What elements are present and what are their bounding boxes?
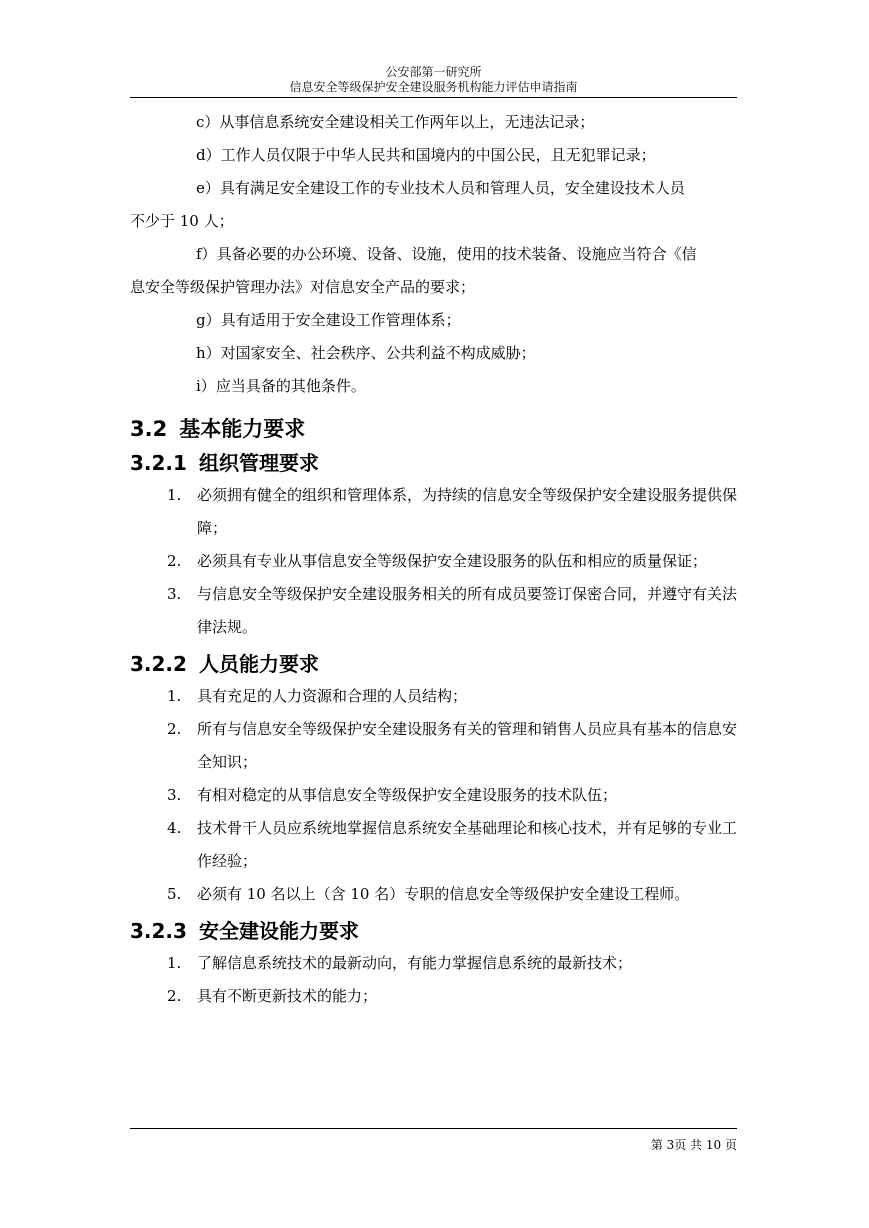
list-item: 1. 了解信息系统技术的最新动向，有能力掌握信息系统的最新技术； bbox=[167, 954, 633, 972]
list-item: 2. 必须具有专业从事信息安全等级保护安全建设服务的队伍和相应的质量保证； bbox=[167, 552, 708, 570]
page-body bbox=[130, 106, 737, 1013]
header-rule bbox=[130, 97, 737, 98]
condition-item: f）具备必要的办公环境、设备、设施，使用的技术装备、设施应当符合《信 bbox=[196, 245, 697, 263]
condition-item: g）具有适用于安全建设工作管理体系； bbox=[196, 311, 461, 329]
condition-item: e）具有满足安全建设工作的专业技术人员和管理人员，安全建设技术人员 bbox=[196, 179, 685, 197]
org-management-list bbox=[130, 479, 737, 644]
section-heading-3-2: 3.2 基本能力要求 bbox=[130, 417, 306, 441]
list-item: 3. 有相对稳定的从事信息安全等级保护安全建设服务的技术队伍； bbox=[167, 786, 618, 804]
page-number: 第 3页 共 10 页 bbox=[650, 1138, 737, 1152]
condition-item-continuation: 息安全等级保护管理办法》对信息安全产品的要求； bbox=[130, 278, 476, 296]
header-document-title: 信息安全等级保护安全建设服务机构能力评估申请指南 bbox=[289, 80, 578, 94]
condition-item-continuation: 不少于 10 人； bbox=[130, 212, 234, 230]
header-organization: 公安部第一研究所 bbox=[385, 65, 482, 79]
list-item: 2. 所有与信息安全等级保护安全建设服务有关的管理和销售人员应具有基本的信息安全知识； bbox=[167, 720, 738, 771]
section-heading-3-2-3: 3.2.3 安全建设能力要求 bbox=[130, 919, 359, 943]
list-item: 1. 必须拥有健全的组织和管理体系，为持续的信息安全等级保护安全建设服务提供保障； bbox=[167, 486, 738, 537]
security-build-list bbox=[130, 947, 737, 1013]
condition-item: d）工作人员仅限于中华人民共和国境内的中国公民，且无犯罪记录； bbox=[196, 146, 656, 164]
list-item: 5. 必须有 10 名以上（含 10 名）专职的信息安全等级保护安全建设工程师。 bbox=[167, 885, 690, 903]
list-item: 3. 与信息安全等级保护安全建设服务相关的所有成员要签订保密合同，并遵守有关法律法规。 bbox=[167, 585, 738, 636]
section-heading-3-2-2: 3.2.2 人员能力要求 bbox=[130, 652, 319, 676]
condition-item: i）应当具备的其他条件。 bbox=[196, 377, 366, 395]
list-item: 4. 技术骨干人员应系统地掌握信息系统安全基础理论和核心技术，并有足够的专业工作经验； bbox=[167, 819, 738, 870]
condition-item: h）对国家安全、社会秩序、公共利益不构成威胁； bbox=[196, 344, 536, 362]
list-item: 2. 具有不断更新技术的能力； bbox=[167, 987, 378, 1005]
condition-item: c）从事信息系统安全建设相关工作两年以上，无违法记录； bbox=[196, 113, 595, 131]
list-item: 1. 具有充足的人力资源和合理的人员结构； bbox=[167, 687, 468, 705]
section-heading-3-2-1: 3.2.1 组织管理要求 bbox=[130, 451, 319, 475]
conditions-list bbox=[130, 106, 737, 403]
personnel-list bbox=[130, 680, 737, 911]
footer-rule bbox=[130, 1128, 737, 1129]
